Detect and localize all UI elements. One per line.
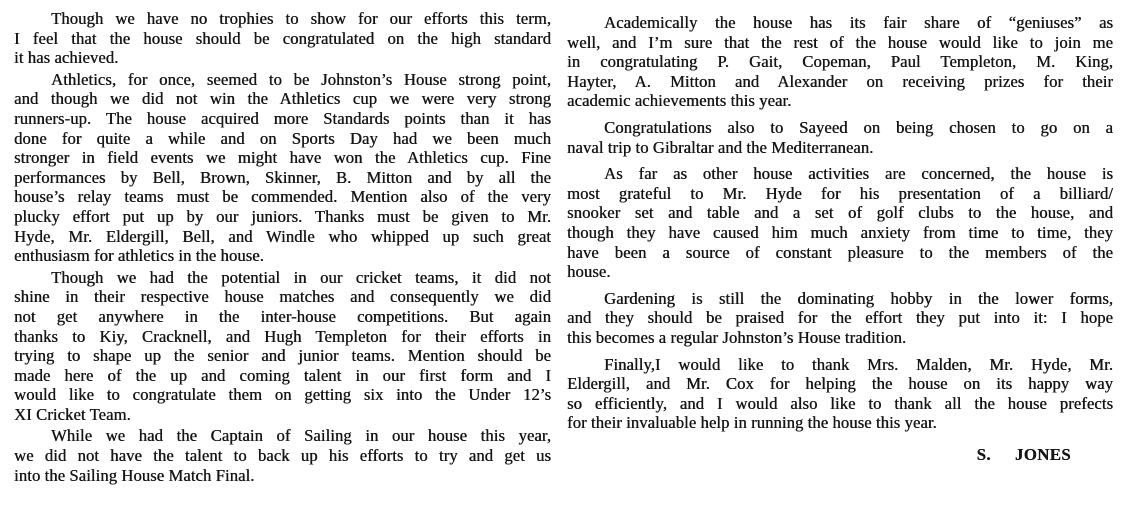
text-line: have been a source of constant pleasure to the members of the [567, 242, 1113, 262]
text-line: I feel that the house should be congratulated on the high standard [14, 28, 551, 48]
text-line: academic achievements this year. [567, 91, 792, 111]
text-line: in congratulating P. Gait, Copeman, Paul Templeton, M. King, [567, 52, 1113, 72]
text-line: While we had the Captain of Sailing in our house this year, [51, 426, 551, 446]
signature-surname: JONES [1014, 444, 1071, 464]
text-line: stronger in field events we might have won the Athletics cup. Fine [14, 148, 551, 168]
paragraph [567, 355, 1113, 433]
text-line: Athletics, for once, seemed to be Johnston’s House strong point, [51, 69, 551, 89]
paragraph [567, 289, 1113, 348]
text-line: this becomes a regular Johnston’s House tradition. [567, 327, 907, 347]
text-line: house. [567, 262, 611, 282]
paragraph [567, 118, 1113, 157]
text-line: Hyde, Mr. Eldergill, Bell, and Windle who whipped up such great [14, 226, 551, 246]
text-line: Academically the house has its fair share of “geniuses” as [604, 13, 1113, 32]
text-column-right [567, 9, 1113, 505]
text-line: Eldergill, and Mr. Cox for helping the house on its happy way [567, 374, 1113, 394]
text-line: Though we have no trophies to show for our efforts this term, [51, 9, 551, 28]
text-line: we did not have the talent to back up his efforts to try and get us [14, 446, 551, 466]
text-line: made here of the up and coming talent in our first form and I [14, 365, 551, 385]
paragraph [14, 268, 551, 425]
text-line: would like to congratulate them on getting six into the Under 12’s [14, 385, 551, 405]
text-line: runners-up. The house acquired more Standards points than it has [14, 108, 551, 128]
text-column-left [14, 9, 551, 505]
text-line: Though we had the potential in our cricket teams, it did not [51, 267, 551, 287]
text-line: it has achieved. [14, 48, 119, 68]
signature-initial: S. [976, 444, 991, 464]
text-line: naval trip to Gibraltar and the Mediterranean. [567, 137, 874, 157]
paragraph [567, 13, 1113, 111]
text-line: and though we did not win the Athletics cup we were very strong [14, 89, 551, 109]
paragraph [14, 9, 551, 68]
text-line: done for quite a while and on Sports Day had we been much [14, 128, 551, 148]
text-line: Congratulations also to Sayeed on being chosen to go on a [604, 117, 1113, 137]
text-line: Finally,I would like to thank Mrs. Malden, Mr. Hyde, Mr. [604, 354, 1113, 374]
text-line: well, and I’m sure that the rest of the house would like to join me [567, 32, 1113, 52]
text-line: into the Sailing House Match Final. [14, 465, 255, 485]
text-line: not get anywhere in the inter-house competitions. But again [14, 306, 551, 326]
paragraph [567, 164, 1113, 282]
text-line: snooker set and table and a set of golf clubs to the house, and [567, 203, 1113, 223]
text-line: though they have caused him much anxiety from time to time, they [567, 222, 1113, 242]
paragraph [14, 70, 551, 266]
text-line: Hayter, A. Mitton and Alexander on receiving prizes for their [567, 71, 1113, 91]
text-line: so efficiently, and I would also like to thank all the house prefects [567, 393, 1113, 413]
text-line: enthusiasm for athletics in the house. [14, 246, 264, 266]
signature [567, 445, 1113, 465]
text-line: As far as other house activities are concerned, the house is [604, 164, 1113, 184]
text-line: performances by Bell, Brown, Skinner, B. Mitton and by all the [14, 167, 551, 187]
text-line: thanks to Kiy, Cracknell, and Hugh Templeton for their efforts in [14, 326, 551, 346]
text-line: most grateful to Mr. Hyde for his presentation of a billiard/ [567, 183, 1113, 203]
text-line: Gardening is still the dominating hobby in the lower forms, [604, 288, 1113, 308]
paragraph [14, 426, 551, 485]
text-line: and they should be praised for the effort they put into it: I hope [567, 308, 1113, 328]
text-line: plucky effort put up by our juniors. Thanks must be given to Mr. [14, 206, 551, 226]
text-line: shine in their respective house matches and consequently we did [14, 287, 551, 307]
text-line: trying to shape up the senior and junior teams. Mention should be [14, 346, 551, 366]
text-line: house’s relay teams must be commended. Mention also of the very [14, 187, 551, 207]
text-line: XI Cricket Team. [14, 404, 131, 424]
text-line: for their invaluable help in running the house this year. [567, 413, 937, 433]
